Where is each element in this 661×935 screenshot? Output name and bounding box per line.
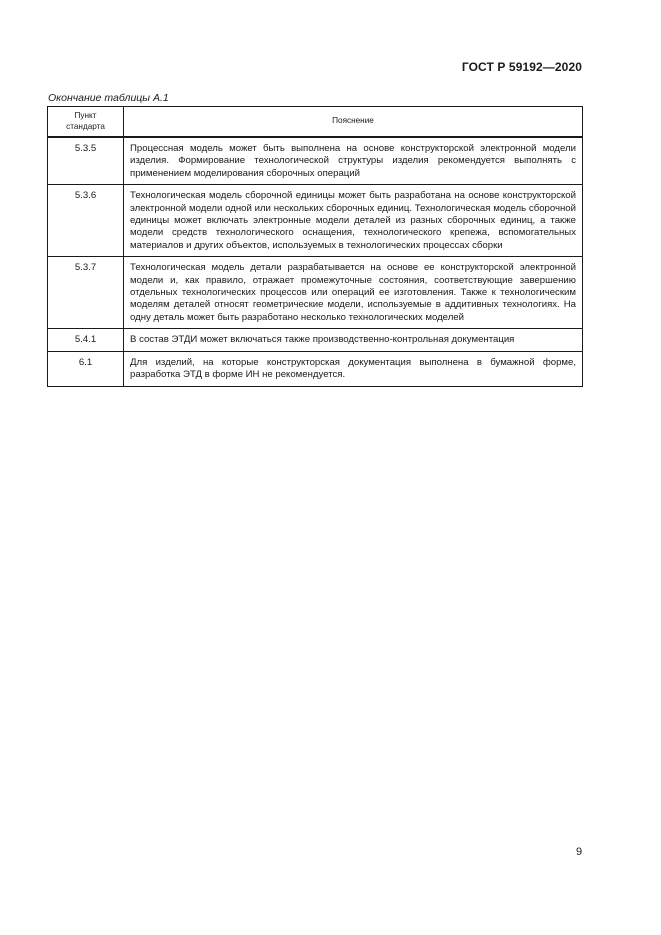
clause-number: 5.4.1 bbox=[48, 329, 124, 351]
column-header-explanation: Пояснение bbox=[124, 107, 583, 138]
page-number: 9 bbox=[576, 846, 583, 858]
document-number: ГОСТ Р 59192—2020 bbox=[461, 60, 582, 74]
clause-number: 6.1 bbox=[48, 351, 124, 386]
table-row bbox=[48, 185, 583, 257]
explanation-text: Процессная модель может быть выполнена на основе конструкторской электронной модели изделия. Формирование технологической структуры изделия рекомендуется выполнять с применением моделирования сборочных операций bbox=[124, 137, 583, 185]
clause-number: 5.3.6 bbox=[48, 185, 124, 257]
clause-number: 5.3.7 bbox=[48, 257, 124, 329]
explanation-text: Технологическая модель сборочной единицы может быть разработана на основе конструкторской электронной модели одной или нескольких сборочных единиц. Технологическая модель сборочной единицы может включать электронные модели деталей из разных сборочных единиц, а также модели средств технологического оснащения, технологического крепежа, вспомогательных материалов и других объектов, используемых в технологических процессах сборки bbox=[124, 185, 583, 257]
table-row bbox=[48, 137, 583, 185]
column-header-clause: Пункт стандарта bbox=[48, 107, 124, 138]
table-row bbox=[48, 351, 583, 386]
table-row bbox=[48, 329, 583, 351]
explanation-text: Технологическая модель детали разрабатывается на основе ее конструкторской электронной модели и, как правило, отражает промежуточные состояния, соответствующие завершению отдельных технологических процессов или операций ее изготовления. Также к технологическим моделям деталей относят геометрические модели, используемые в аддитивных технологиях. На одну деталь может быть разработано несколько технологических моделей bbox=[124, 257, 583, 329]
explanation-table bbox=[47, 106, 583, 387]
explanation-text: В состав ЭТДИ может включаться также производственно-контрольная документация bbox=[124, 329, 583, 351]
table-header-row bbox=[48, 107, 583, 138]
table-caption: Окончание таблицы А.1 bbox=[48, 92, 169, 104]
explanation-text: Для изделий, на которые конструкторская документация выполнена в бумажной форме, разработка ЭТД в форме ИН не рекомендуется. bbox=[124, 351, 583, 386]
table-row bbox=[48, 257, 583, 329]
clause-number: 5.3.5 bbox=[48, 137, 124, 185]
